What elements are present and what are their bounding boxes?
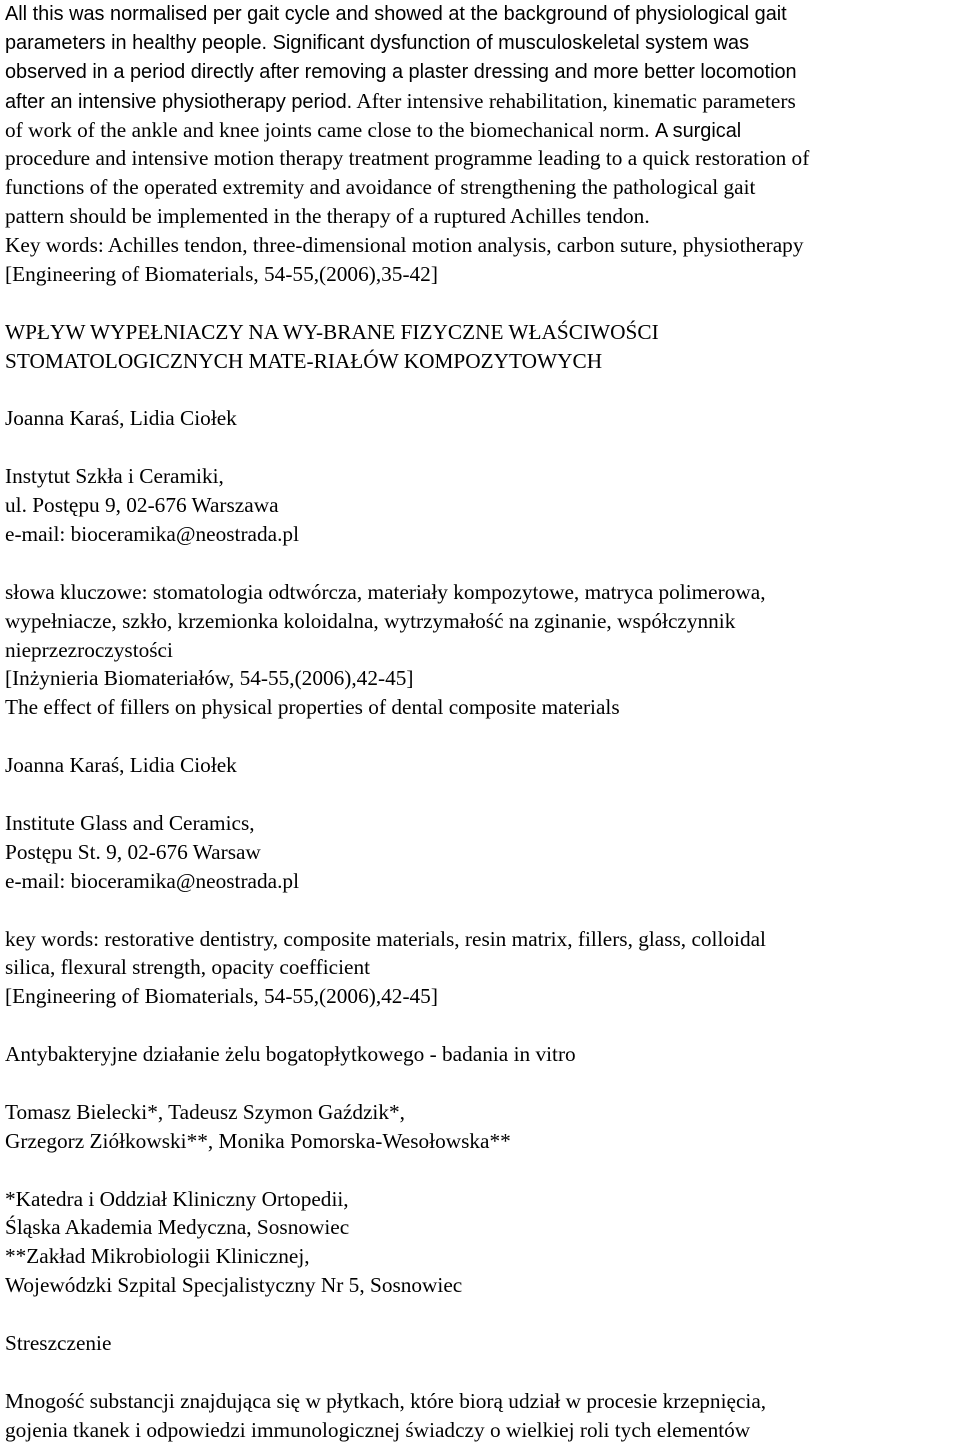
abstract-citation: [Engineering of Biomaterials, 54-55,(2006),35-42] [5, 262, 438, 287]
article2-affiliation-pl-2: ul. Postępu 9, 02-676 Warszawa [5, 493, 279, 518]
article3-affiliation-3: **Zakład Mikrobiologii Klinicznej, [5, 1244, 310, 1269]
abstract-line-3: observed in a period directly after removing a plaster dressing and more better locomotion [5, 60, 797, 83]
article3-title: Antybakteryjne działanie żelu bogatopłytkowego - badania in vitro [5, 1042, 576, 1067]
spacer [5, 1358, 957, 1387]
abstract-line-7: functions of the operated extremity and avoidance of strengthening the pathological gait [5, 175, 756, 200]
spacer [5, 780, 957, 809]
abstract-line-5a: of work of the ankle and knee joints came close to the biomechanical norm. [5, 117, 650, 142]
document-page [5, 0, 957, 1445]
article2-keywords-en-2: silica, flexural strength, opacity coefficient [5, 955, 371, 980]
article2-citation-en: [Engineering of Biomaterials, 54-55,(2006),42-45] [5, 984, 438, 1009]
article3-authors-1: Tomasz Bielecki*, Tadeusz Szymon Gaździk*, [5, 1099, 405, 1124]
abstract-line-8: pattern should be implemented in the therapy of a ruptured Achilles tendon. [5, 204, 650, 229]
spacer [5, 1300, 957, 1329]
article2-citation-pl: [Inżynieria Biomateriałów, 54-55,(2006),42-45] [5, 666, 414, 691]
abstract-line-4a: after an intensive physiotherapy period. [5, 90, 353, 113]
abstract-line-1: All this was normalised per gait cycle and showed at the background of physiological gait [5, 3, 787, 25]
article2-authors-pl: Joanna Karaś, Lidia Ciołek [5, 406, 237, 431]
article3-affiliation-1: *Katedra i Oddział Kliniczny Ortopedii, [5, 1186, 349, 1211]
article2-title-en: The effect of fillers on physical properties of dental composite materials [5, 695, 620, 720]
article2-email-pl: e-mail: bioceramika@neostrada.pl [5, 522, 299, 547]
article2-keywords-pl-2: wypełniacze, szkło, krzemionka koloidalna, wytrzymałość na zginanie, współczynnik [5, 608, 736, 633]
abstract-line-6: procedure and intensive motion therapy treatment programme leading to a quick restoration of [5, 146, 810, 171]
article3-body-1: Mnogość substancji znajdująca się w płytkach, które biorą udział w procesie krzepnięcia, [5, 1388, 767, 1413]
article2-email-en: e-mail: bioceramika@neostrada.pl [5, 868, 299, 893]
abstract-line-2: parameters in healthy people. Significant dysfunction of musculoskeletal system was [5, 31, 750, 54]
article3-body-2: gojenia tkanek i odpowiedzi immunologicznej świadczy o wielkiej roli tych elementów [5, 1417, 751, 1442]
article2-affiliation-en-2: Postępu St. 9, 02-676 Warsaw [5, 839, 261, 864]
abstract-line-5 [5, 116, 957, 145]
spacer [5, 376, 957, 405]
abstract-keywords: Key words: Achilles tendon, three-dimensional motion analysis, carbon suture, physiotherapy [5, 233, 804, 258]
spacer [5, 896, 957, 925]
spacer [5, 722, 957, 751]
article2-keywords-pl-3: nieprzezroczystości [5, 637, 173, 662]
spacer [5, 1011, 957, 1040]
article2-affiliation-en-1: Institute Glass and Ceramics, [5, 810, 255, 835]
spacer [5, 289, 957, 318]
abstract-line-4 [5, 87, 957, 116]
spacer [5, 433, 957, 462]
article2-keywords-en-1: key words: restorative dentistry, composite materials, resin matrix, fillers, glass, colloidal [5, 926, 766, 951]
article3-affiliation-4: Wojewódzki Szpital Specjalistyczny Nr 5, Sosnowiec [5, 1273, 463, 1298]
article2-title-pl-2: STOMATOLOGICZNYCH MATE-RIAŁÓW KOMPOZYTOWYCH [5, 348, 603, 373]
abstract-line-5b: A surgical [654, 119, 742, 142]
article2-authors-en: Joanna Karaś, Lidia Ciołek [5, 753, 237, 778]
article3-affiliation-2: Śląska Akademia Medyczna, Sosnowiec [5, 1215, 350, 1240]
article2-keywords-pl-1: słowa kluczowe: stomatologia odtwórcza, materiały kompozytowe, matryca polimerowa, [5, 579, 766, 604]
article2-title-pl-1: WPŁYW WYPEŁNIACZY NA WY-BRANE FIZYCZNE WŁAŚCIWOŚCI [5, 319, 659, 344]
article3-authors-2: Grzegorz Ziółkowski**, Monika Pomorska-Wesołowska** [5, 1128, 511, 1153]
spacer [5, 1069, 957, 1098]
spacer [5, 1156, 957, 1185]
spacer [5, 549, 957, 578]
abstract-line-4b: After intensive rehabilitation, kinematic parameters [356, 88, 796, 113]
article2-affiliation-pl-1: Instytut Szkła i Ceramiki, [5, 464, 224, 489]
article3-section-heading: Streszczenie [5, 1330, 112, 1355]
